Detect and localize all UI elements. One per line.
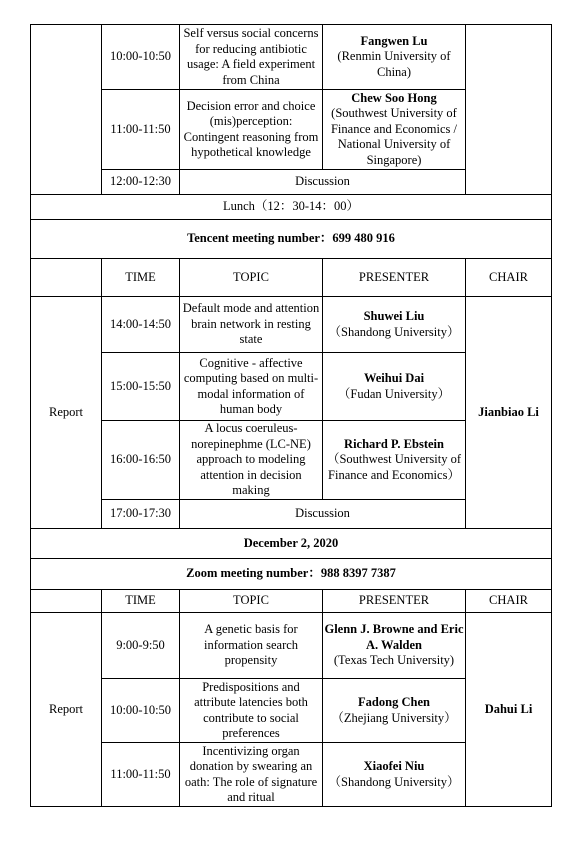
tencent-meeting-number: Tencent meeting number：699 480 916 — [31, 220, 552, 259]
session-time: 15:00-15:50 — [102, 353, 180, 421]
header-presenter: PRESENTER — [323, 590, 466, 613]
header-row — [31, 259, 552, 297]
header-time: TIME — [102, 590, 180, 613]
discussion-time: 12:00-12:30 — [102, 170, 180, 195]
session-presenter — [323, 679, 466, 743]
discussion-label: Discussion — [180, 500, 466, 529]
presenter-name: Shuwei Liu — [363, 309, 425, 323]
discussion-label: Discussion — [180, 170, 466, 195]
session-presenter — [323, 353, 466, 421]
date-heading: December 2, 2020 — [31, 529, 552, 559]
header-topic: TOPIC — [180, 590, 323, 613]
date-row — [31, 529, 552, 559]
session-topic: Self versus social concerns for reducing antibiotic usage: A field experiment from China — [180, 25, 323, 90]
session-row — [31, 25, 552, 90]
meeting-row — [31, 559, 552, 590]
presenter-affiliation: (Texas Tech University) — [333, 653, 455, 668]
lunch-row — [31, 195, 552, 220]
presenter-name: Fadong Chen — [358, 695, 430, 709]
presenter-affiliation: （Zhejiang University） — [331, 710, 457, 725]
session-time: 16:00-16:50 — [102, 421, 180, 500]
session-time: 10:00-10:50 — [102, 679, 180, 743]
lunch-label: Lunch（12：30-14：00） — [31, 195, 552, 220]
presenter-affiliation: (Southwest University of Finance and Economics / National University of Singapore) — [330, 106, 457, 167]
session-row — [31, 297, 552, 353]
schedule-table — [30, 24, 552, 807]
header-chair: CHAIR — [466, 590, 552, 613]
presenter-name: Richard P. Ebstein — [344, 436, 444, 451]
session-presenter — [323, 25, 466, 90]
session-time: 11:00-11:50 — [102, 743, 180, 807]
session-topic: Predispositions and attribute latencies both contribute to social preferences — [180, 679, 323, 743]
category-cell — [31, 25, 102, 195]
header-category — [31, 590, 102, 613]
presenter-name: Glenn J. Browne and Eric A. Walden — [324, 622, 464, 652]
category-cell: Report — [31, 297, 102, 529]
header-chair: CHAIR — [466, 259, 552, 297]
presenter-name: Weihui Dai — [363, 371, 425, 385]
presenter-name: Fangwen Lu — [360, 33, 428, 48]
presenter-affiliation: （Fudan University） — [337, 386, 451, 401]
session-presenter — [323, 90, 466, 170]
session-topic: A genetic basis for information search propensity — [180, 613, 323, 679]
session-topic: Cognitive - affective computing based on multi-modal information of human body — [180, 353, 323, 421]
session-time: 11:00-11:50 — [102, 90, 180, 170]
presenter-affiliation: （Southwest University of Finance and Economics） — [326, 452, 462, 482]
header-time: TIME — [102, 259, 180, 297]
session-time: 14:00-14:50 — [102, 297, 180, 353]
chair-cell: Jianbiao Li — [466, 297, 552, 529]
discussion-time: 17:00-17:30 — [102, 500, 180, 529]
session-topic: Default mode and attention brain network in resting state — [180, 297, 323, 353]
chair-cell: Dahui Li — [466, 613, 552, 807]
session-presenter — [323, 297, 466, 353]
session-presenter — [323, 743, 466, 807]
session-topic: A locus coeruleus-norepinephme (LC-NE) approach to modeling attention in decision making — [180, 421, 323, 500]
presenter-name: Chew Soo Hong — [351, 90, 437, 105]
presenter-affiliation: (Renmin University of China) — [337, 49, 451, 79]
header-row — [31, 590, 552, 613]
presenter-name: Xiaofei Niu — [363, 759, 425, 773]
session-time: 9:00-9:50 — [102, 613, 180, 679]
session-presenter — [323, 421, 466, 500]
session-presenter — [323, 613, 466, 679]
session-topic: Incentivizing organ donation by swearing an oath: The role of signature and ritual — [180, 743, 323, 807]
presenter-affiliation: （Shandong University） — [328, 324, 460, 339]
chair-cell — [466, 25, 552, 195]
zoom-meeting-number: Zoom meeting number：988 8397 7387 — [31, 559, 552, 590]
session-time: 10:00-10:50 — [102, 25, 180, 90]
session-row — [31, 613, 552, 679]
session-topic: Decision error and choice (mis)perception: Contingent reasoning from hypothetical knowledge — [180, 90, 323, 170]
category-cell: Report — [31, 613, 102, 807]
header-topic: TOPIC — [180, 259, 323, 297]
presenter-affiliation: （Shandong University） — [328, 774, 460, 789]
header-category — [31, 259, 102, 297]
meeting-row — [31, 220, 552, 259]
header-presenter: PRESENTER — [323, 259, 466, 297]
